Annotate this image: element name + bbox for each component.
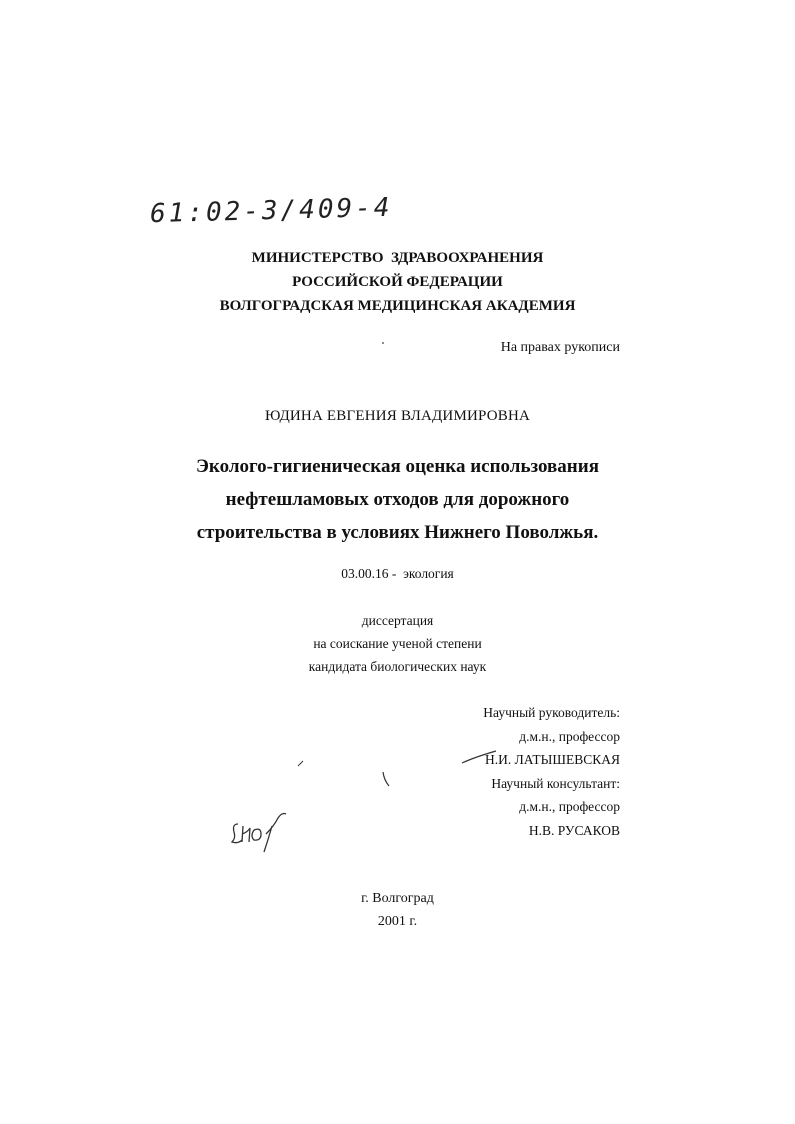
title-line-2: нефтешламовых отходов для дорожного [225, 489, 570, 510]
author-name: ЮДИНА ЕВГЕНИЯ ВЛАДИМИРОВНА [264, 408, 531, 424]
specialty-code: 03.00.16 - экология [341, 566, 454, 581]
signature-stroke [460, 745, 500, 767]
consultant-name: Н.В. РУСАКОВ [528, 822, 620, 838]
dissertation-line-3: кандидата биологических наук [308, 659, 487, 674]
dissertation-line-2: на соискание ученой степени [313, 636, 482, 651]
supervisor-name: Н.И. ЛАТЫШЕВСКАЯ [485, 752, 620, 767]
supervisors-block [483, 701, 620, 842]
dissertation-title [0, 450, 795, 549]
pen-mark [296, 758, 306, 768]
archive-number: 61:02-3/409-4 [149, 192, 393, 230]
dissertation-line-1: диссертация [361, 613, 434, 628]
speck-mark [380, 340, 386, 346]
place-and-year [0, 887, 795, 933]
consultant-label: Научный консультант: [491, 775, 620, 791]
year: 2001 г. [377, 914, 418, 929]
manuscript-rights-note: На правах рукописи [500, 340, 620, 355]
pen-mark [380, 770, 392, 790]
dissertation-type [0, 609, 795, 678]
ministry-line-2: РОССИЙСКОЙ ФЕДЕРАЦИИ [292, 274, 503, 290]
title-line-3: строительства в условиях Нижнего Поволжья. [196, 522, 599, 543]
author-signature [228, 810, 290, 856]
ministry-line-3: ВОЛГОГРАДСКАЯ МЕДИЦИНСКАЯ АКАДЕМИЯ [219, 298, 576, 314]
supervisor-degree: д.м.н., профессор [519, 728, 620, 744]
title-line-1: Эколого-гигиеническая оценка использования [196, 456, 599, 477]
ministry-header [0, 246, 795, 318]
city: г. Волгоград [361, 891, 434, 906]
ministry-line-1: МИНИСТЕРСТВО ЗДРАВООХРАНЕНИЯ [251, 250, 544, 266]
consultant-degree: д.м.н., профессор [519, 799, 620, 814]
supervisor-label: Научный руководитель: [483, 705, 620, 720]
